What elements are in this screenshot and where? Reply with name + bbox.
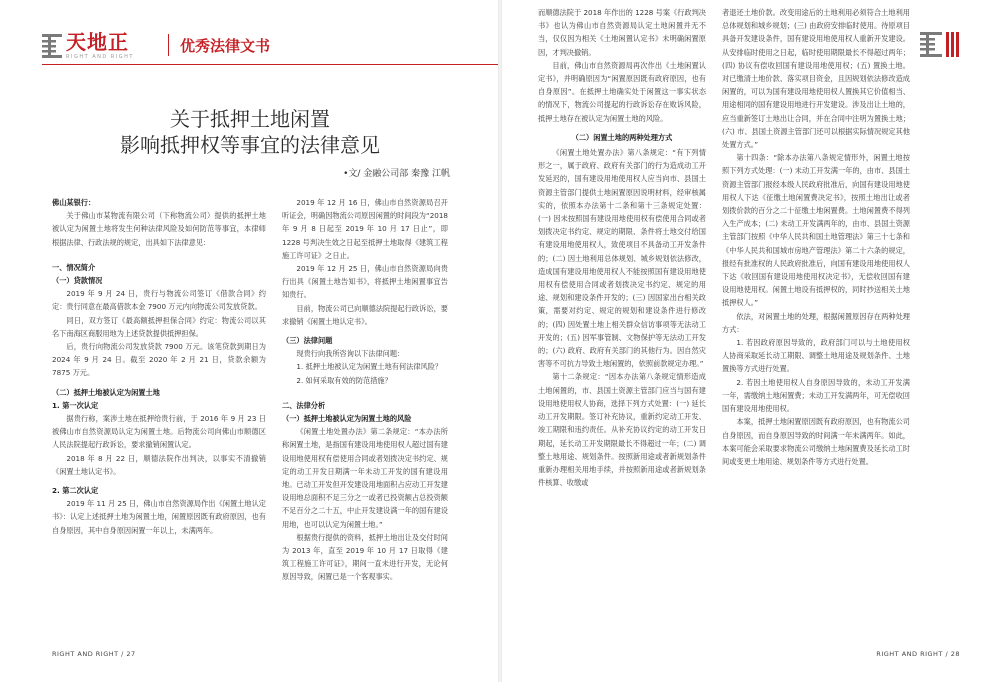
article-title-line2: 影响抵押权等事宜的法律意见 xyxy=(120,133,380,157)
right-column-2 xyxy=(722,6,910,468)
article-title xyxy=(60,106,440,158)
header-separator xyxy=(168,34,169,56)
left-page xyxy=(0,0,498,682)
footer-page-number-left: RIGHT AND RIGHT / 27 xyxy=(52,650,136,658)
paragraph: 2019 年 12 月 25 日，佛山市自然资源局向贵行出具《闲置土地告知书》，将抵押土地闲置事宜告知贵行。 xyxy=(282,264,448,300)
paragraph: 而顺德法院于 2018 年作出的 1228 号案《行政判决书》也认为佛山市自然资源局认定土地闲置并无不当，仅仅因为相关《土地闲置认定书》未明确闲置原因，才判决撤销。 xyxy=(538,8,706,57)
publication-logo xyxy=(42,30,164,62)
paragraph: 后，贵行向物流公司发放贷款 7900 万元。该笔贷款到期日为 2024 年 9 月 24 日。截至 2020 年 2 月 21 日，贷款余额为 7875 万元。 xyxy=(52,342,266,378)
paragraph: 2019 年 12 月 16 日，佛山市自然资源局召开听证会，明确因物流公司原因闲置的时间段为“2018 年 9 月 8 日起至 2019 年 10 月 17 日止”，即 1228 号判决生效之日起至抵押土地取得《建筑工程施工许可证》之日止。 xyxy=(282,198,448,260)
paragraph: 《闲置土地处置办法》第二条规定：“本办法所称闲置土地，是指国有建设用地使用权人超过国有建设用地使用权有偿使用合同或者划拨决定书约定、规定的动工开发日期满一年未动工开发的国有建设用地。已动工开发但开发建设用地面积占应动工开发建设用地总面积不足三分之一或者已投资额占总投资额不足百分之二十五，中止开发建设满一年的国有建设用地，也可以认定为闲置土地。” xyxy=(282,427,448,529)
header-rule xyxy=(42,64,498,65)
paragraph: 1. 抵押土地被认定为闲置土地有何法律风险？ xyxy=(296,362,443,372)
paragraph: 第十二条规定：“因本办法第八条规定情形造成土地闲置的，市、县国土资源主管部门应当与国有建设用地使用权人协商，选择下列方式处置：(一) 延长动工开发期限。签订补充协议，重新约定动工开发、竣工期限和违约责任。从补充协议约定的动工开发日期起，延长动工开发期限最长不得超过一年；(二) 调整土地用途、规划条件。按照新用途或者新规划条件重新办理相关用地手续，并按照新用途或者新规划条件核算、收缴或 xyxy=(538,372,706,488)
paragraph: 2019 年 11 月 25 日，佛山市自然资源局作出《闲置土地认定书》：认定上述抵押土地为闲置土地，闲置原因既有政府原因，也有自身原因，其中自身原因闲置一年以上，未满两年。 xyxy=(52,499,266,535)
subsection-heading: 2. 第二次认定 xyxy=(52,486,99,496)
paragraph: 依法，对闲置土地的处理，根据闲置原因存在两种处理方式： xyxy=(722,311,910,334)
paragraph: 本案，抵押土地闲置原因既有政府原因，也有物流公司自身原因，而自身原因导致的时间满一年未满两年。如此，本案可能会采取要求物流公司缴纳土地闲置费及延长动工时间或变更土地用途、规划条件等方式进行处置。 xyxy=(722,417,910,466)
paragraph: 2019 年 9 月 24 日，贵行与物流公司签订《借款合同》约定：贵行同意在最高借款本金 7900 万元内向物流公司发放贷款。 xyxy=(52,289,266,312)
logo-subtitle: RIGHT AND RIGHT xyxy=(66,54,134,60)
paragraph: 同日，双方签订《最高额抵押担保合同》约定：物流公司以其名下南海区商服用地为上述贷款提供抵押担保。 xyxy=(52,315,266,338)
subsection-heading: （三）法律问题 xyxy=(282,336,333,346)
left-column-1 xyxy=(52,196,266,537)
subsection-heading: （二）闲置土地的两种处理方式 xyxy=(571,132,673,142)
paragraph: 2. 若因土地使用权人自身原因导致的，未动工开发满一年，需缴纳土地闲置费；未动工开发满两年，可无偿收回国有建设用地使用权。 xyxy=(722,377,910,414)
subsection-heading: （一）抵押土地被认定为闲置土地的风险 xyxy=(282,414,412,424)
right-page xyxy=(502,0,1000,682)
salutation: 佛山某银行： xyxy=(52,198,96,207)
paragraph: 现贵行向我所咨询以下法律问题： xyxy=(296,349,405,359)
logo-mark-icon xyxy=(920,30,960,60)
logo-text: 天地正 xyxy=(66,30,129,54)
subsection-heading: （二）抵押土地被认定为闲置土地 xyxy=(52,387,160,397)
subsection-heading: 1. 第一次认定 xyxy=(52,400,99,410)
section-heading: 二、法律分析 xyxy=(282,400,326,410)
paragraph: 2018 年 8 月 22 日，顺德法院作出判决，以事实不清撤销《闲置土地认定书》。 xyxy=(52,453,266,476)
subsection-heading: （一）贷款情况 xyxy=(52,276,103,286)
byline: •文/ 金融公司部 秦豫 江帆 xyxy=(343,169,450,179)
paragraph: 1. 若因政府原因导致的，政府部门可以与土地使用权人协商采取延长动工期限、调整土地用途及规划条件、土地置换等方式进行处置。 xyxy=(722,338,910,374)
paragraph: 第十四条：“除本办法第八条规定情形外，闲置土地按照下列方式处理：(一) 未动工开发满一年的，由市、县国土资源主管部门报经本级人民政府批准后，向国有建设用地使用权人下达《征缴土地闲置费决定书》，按照土地出让或者划拨价款的百分之二十征缴土地闲置费。土地闲置费不得列入生产成本；(二) 未动工开发满两年的，由市、县国土资源主管部门按照《中华人民共和国土地管理法》第三十七条和《中华人民共和国城市房地产管理法》第二十六条的规定，报经有批准权的人民政府批准后，向国有建设用地使用权人下达《收回国有建设用地使用权决定书》，无偿收回国有建设用地使用权。闲置土地设有抵押权的，同时抄送相关土地抵押权人。” xyxy=(722,153,910,308)
paragraph: 目前，物流公司已向顺德法院提起行政诉讼，要求撤销《闲置土地认定书》。 xyxy=(282,303,448,326)
left-column-2 xyxy=(282,196,448,584)
page-header xyxy=(0,26,498,66)
paragraph: 2. 如何采取有效的防范措施？ xyxy=(296,375,392,385)
paragraph: 者退还土地价款。改变用途后的土地利用必须符合土地利用总体规划和城乡规划；(三) 由政府安排临时使用。待原项目具备开发建设条件，国有建设用地使用权人重新开发建设。从安排临时使用之日起，临时使用期限最长不得超过两年；(四) 协议有偿收回国有建设用地使用权；(五) 置换土地。对已缴清土地价款、落实项目资金，且因规划依法修改造成闲置的，可以为国有建设用地使用权人置换其它价值相当、用途相同的国有建设用地进行开发建设。涉及出让土地的，应当重新签订土地出让合同，并在合同中注明为置换土地；(六) 市、县国土资源主管部门还可以根据实际情况规定其他处置方式。” xyxy=(722,8,910,150)
footer-page-number-right: RIGHT AND RIGHT / 28 xyxy=(876,650,960,658)
paragraph: 根据贵行提供的资料，抵押土地出让及交付时间为 2013 年，直至 2019 年 10 月 17 日取得《建筑工程施工许可证》，期间一直未进行开发，无论何原因导致，闲置已是一个客观事实。 xyxy=(282,532,448,582)
section-heading: 一、情况简介 xyxy=(52,262,96,272)
paragraph: 据贵行称，案涉土地在抵押给贵行前，于 2016 年 9 月 23 日被佛山市自然资源局认定为闲置土地。后物流公司向佛山市顺德区人民法院提起行政诉讼，要求撤销闲置认定。 xyxy=(52,414,266,450)
right-column-1 xyxy=(538,6,706,489)
paragraph: 《闲置土地处置办法》第八条规定：“有下列情形之一，属于政府、政府有关部门的行为造成动工开发延迟的，国有建设用地使用权人应当向市、县国土资源主管部门提供土地闲置原因说明材料，经审核属实的，依照本办法第十二条和第十三条规定处置：(一) 因未按照国有建设用地使用权有偿使用合同或者划拨决定书约定、规定的期限、条件将土地交付给国有建设用地使用权人，致使项目不具备动工开发条件的；(二) 因土地利用总体规划、城乡规划依法修改，造成国有建设用地使用权人不能按照国有建设用地使用权有偿使用合同或者划拨决定书约定、规定的用途、规划和建设条件开发的；(三) 因国家出台相关政策，需要对约定、规定的规划和建设条件进行修改的；(四) 因处置土地上相关群众信访事项等无法动工开发的；(五) 因军事管制、文物保护等无法动工开发的；(六) 政府、政府有关部门的其他行为。因自然灾害等不可抗力导致土地闲置的，依照前款规定办理。” xyxy=(538,148,706,369)
logo-mark-icon xyxy=(42,32,62,58)
paragraph: 关于佛山市某物流有限公司（下称物流公司）提供的抵押土地被认定为闲置土地将发生何种法律风险及如何防范等事宜，本律师根据法律、行政法规的规定，出具如下法律意见： xyxy=(52,211,266,247)
article-title-line1: 关于抵押土地闲置 xyxy=(170,107,330,131)
paragraph: 目前，佛山市自然资源局再次作出《土地闲置认定书》，并明确原因为“闲置原因既有政府原因，也有自身原因”。在抵押土地确实处于闲置这一事实状态的情况下，物流公司提起的行政诉讼存在败诉风险，抵押土地存在被认定为闲置土地的风险。 xyxy=(538,60,706,123)
section-title: 优秀法律文书 xyxy=(180,37,271,55)
